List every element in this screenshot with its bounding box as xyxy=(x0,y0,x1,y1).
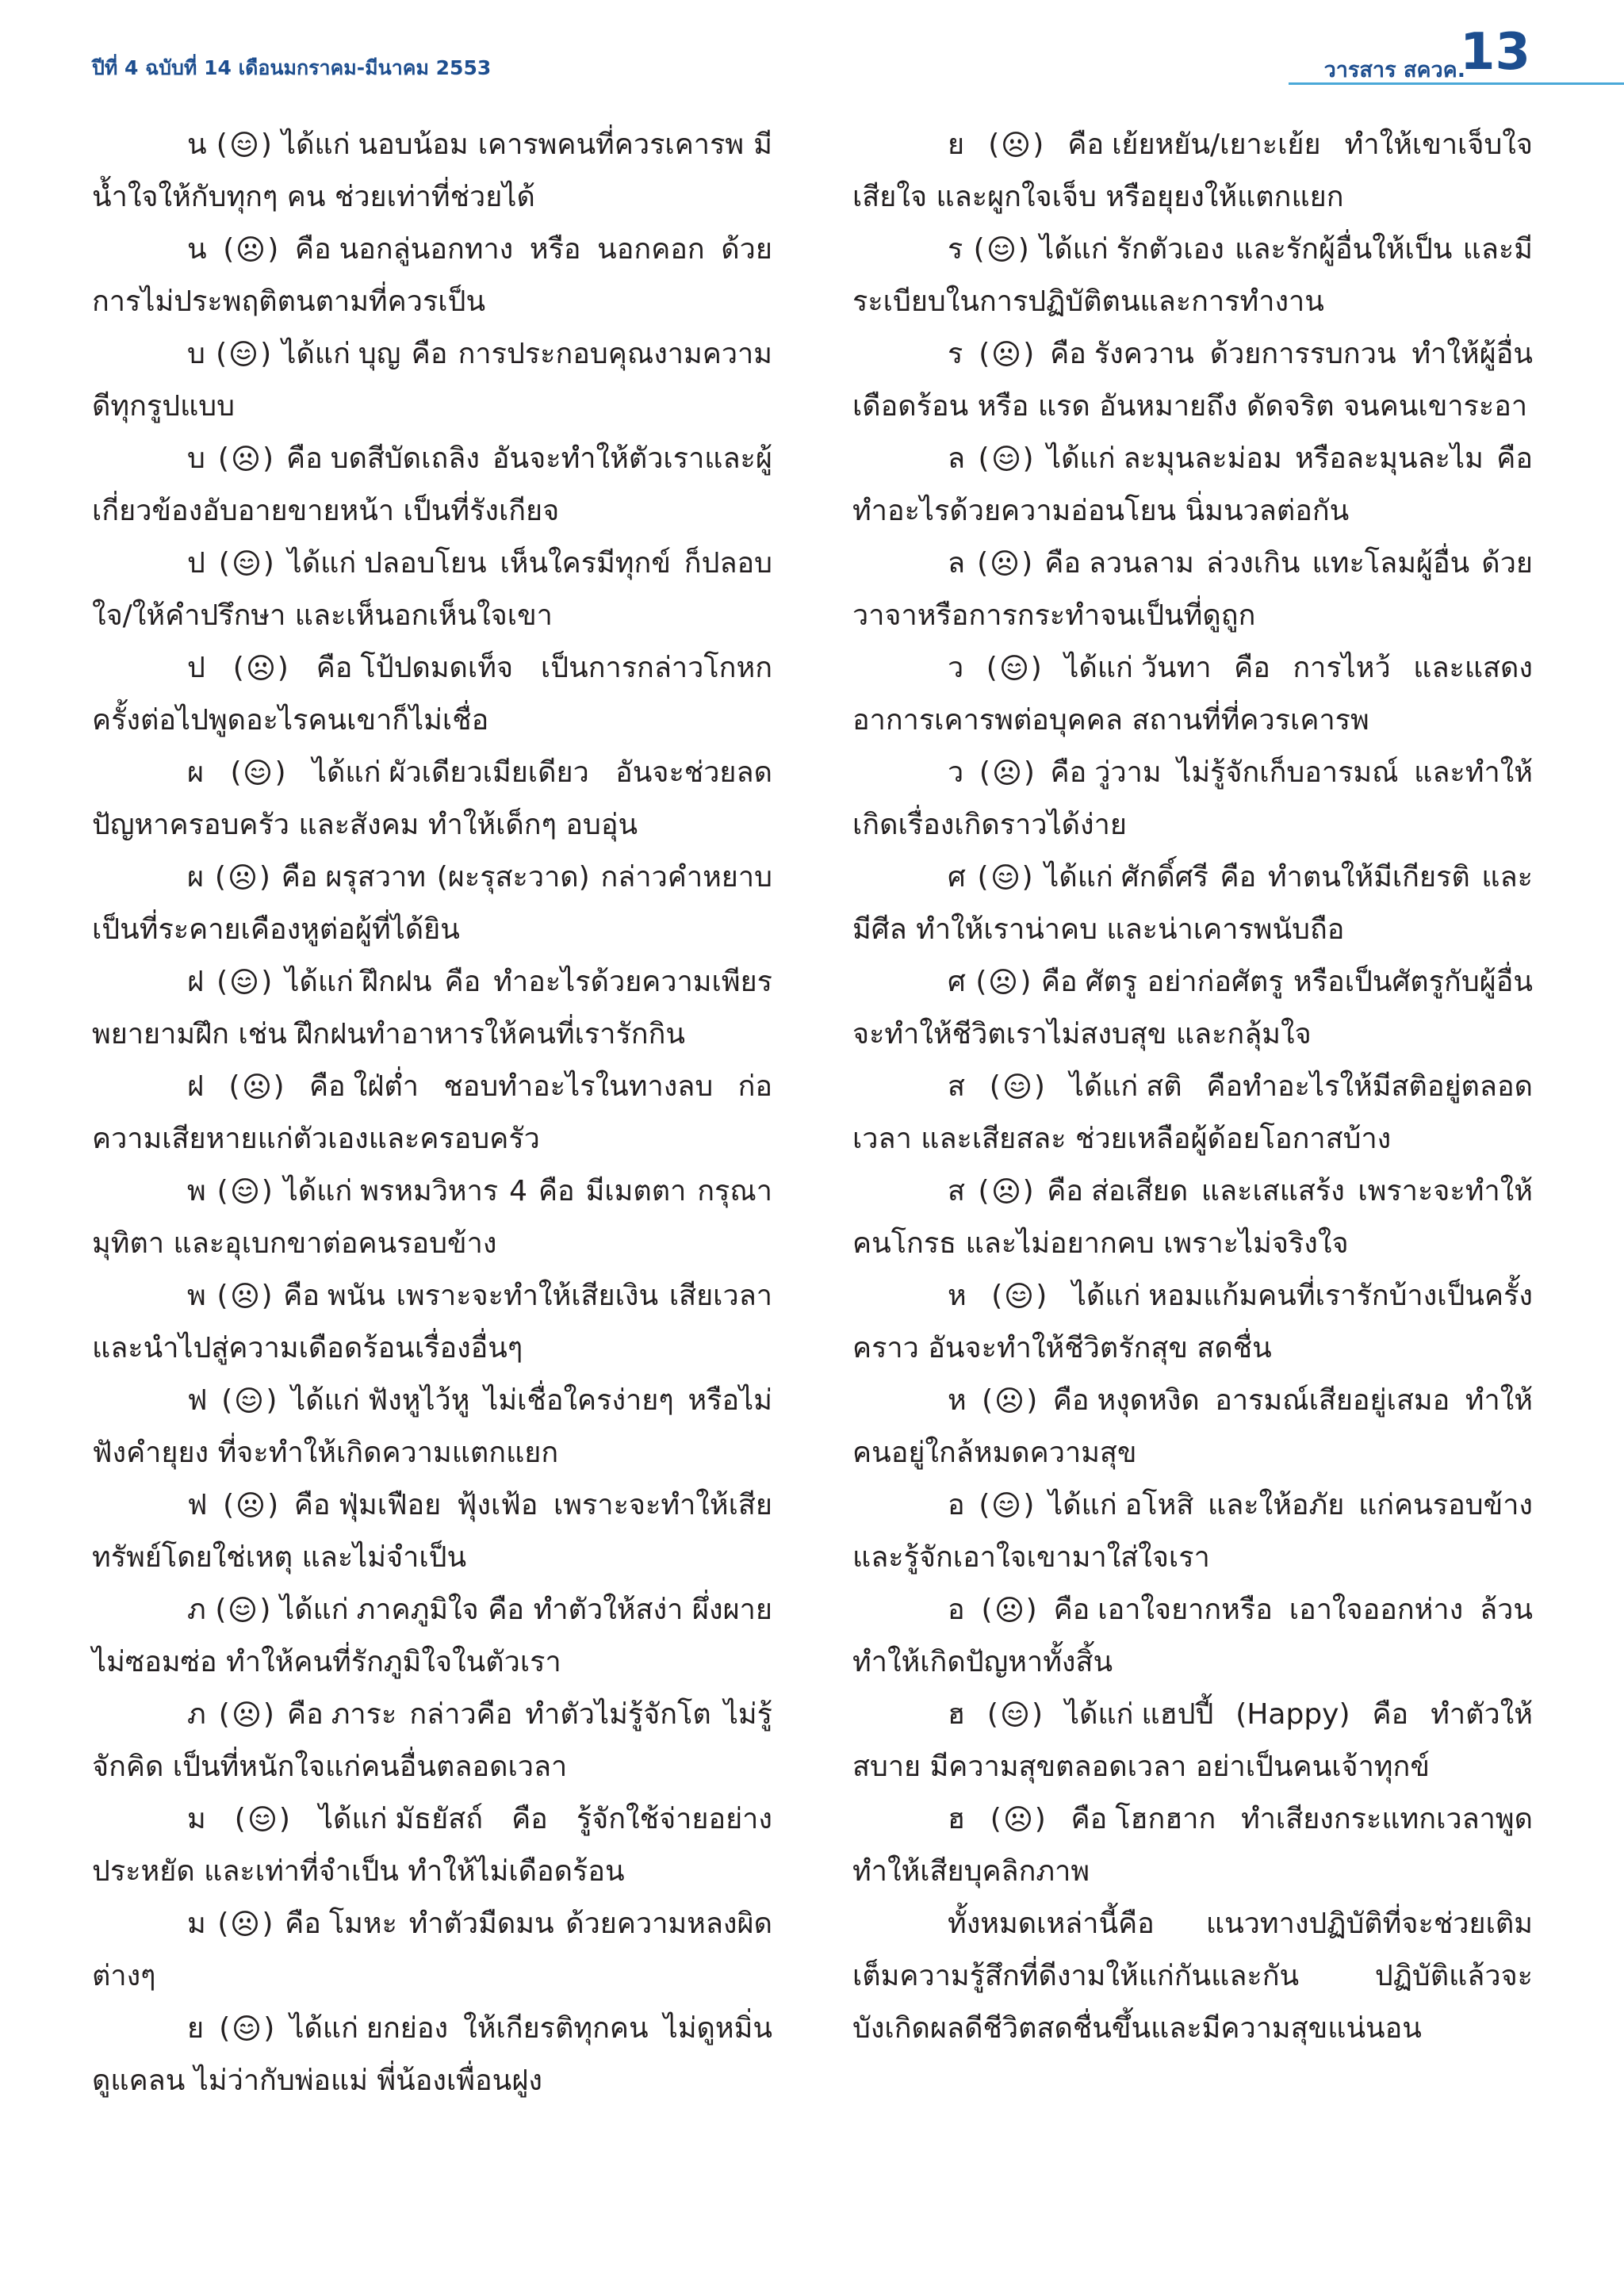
happy-face-icon xyxy=(1002,1701,1028,1728)
entry-letter: ป xyxy=(187,652,205,684)
entry-text: สติ คือทำอะไรให้มีสติอยู่ตลอดเวลา และเสียสละ ช่วยเหลือผู้ด้อยโอกาสบ้าง xyxy=(852,1070,1533,1155)
entry-paragraph: ผ ( ) คือ ผรุสวาท (ผะรุสะวาด) กล่าวคำหยาบเป็นที่ระคายเคืองหูต่อผู้ที่ได้ยิน xyxy=(92,861,772,946)
entry-keyword: คือ xyxy=(286,1698,324,1731)
entry-text: ภาระ กล่าวคือ ทำตัวไม่รู้จักโต ไม่รู้จักคิด เป็นที่หนักใจแก่คนอื่นตลอดเวลา xyxy=(92,1698,772,1783)
entry-letter: ห xyxy=(948,1384,967,1417)
issue-line: ปีที่ 4 ฉบับที่ 14 เดือนมกราคม-มีนาคม 2553 xyxy=(92,56,492,79)
entry-letter: ภ xyxy=(187,1594,206,1626)
entry-letter: อ xyxy=(948,1594,965,1626)
entry-letter: ล xyxy=(948,442,966,475)
entry-letter: ฟ xyxy=(187,1384,208,1417)
sad-face-icon xyxy=(229,863,256,890)
entry-keyword: คือ xyxy=(294,233,331,266)
entry-letter: บ xyxy=(187,442,205,475)
entry-paragraph: อ ( ) คือ เอาใจยากหรือ เอาใจออกห่าง ล้วนทำให้เกิดปัญหาทั้งสิ้น xyxy=(852,1594,1533,1678)
entry-keyword: ได้แก่ xyxy=(291,1384,360,1417)
entry-letter: ผ xyxy=(187,756,205,789)
entry-text: โมหะ ทำตัวมืดมน ด้วยความหลงผิดต่างๆ xyxy=(92,1908,772,1992)
entry-paragraph: บ ( ) ได้แก่ บุญ คือ การประกอบคุณงามความดีทุกรูปแบบ xyxy=(92,338,772,423)
entry-keyword: คือ xyxy=(1053,1594,1090,1626)
happy-face-icon xyxy=(993,1491,1020,1518)
entry-paragraph: ส ( ) ได้แก่ สติ คือทำอะไรให้มีสติอยู่ตลอดเวลา และเสียสละ ช่วยเหลือผู้ด้อยโอกาสบ้าง xyxy=(852,1070,1533,1155)
entry-keyword: คือ xyxy=(316,652,353,684)
right-column xyxy=(852,119,1533,2055)
entry-paragraph: ภ ( ) คือ ภาระ กล่าวคือ ทำตัวไม่รู้จักโต ไม่รู้จักคิด เป็นที่หนักใจแก่คนอื่นตลอดเวลา xyxy=(92,1698,772,1783)
entry-text: ยกย่อง ให้เกียรติทุกคน ไม่ดูหมิ่นดูแคลน ไม่ว่ากับพ่อแม่ พี่น้องเพื่อนฝูง xyxy=(92,2012,772,2097)
happy-face-icon xyxy=(233,549,260,576)
entry-text: หงุดหงิด อารมณ์เสียอยู่เสมอ ทำให้คนอยู่ใกล้หมดความสุข xyxy=(852,1384,1533,1469)
entry-text: ส่อเสียด และเสแสร้ง เพราะจะทำให้คนโกรธ และไม่อยากคบ เพราะไม่จริงใจ xyxy=(852,1175,1533,1260)
entry-letter: ห xyxy=(948,1280,967,1312)
entry-keyword: คือ xyxy=(283,1280,320,1312)
entry-paragraph: ล ( ) คือ ลวนลาม ล่วงเกิน แทะโลมผู้อื่น ด้วยวาจาหรือการกระทำจนเป็นที่ดูถูก xyxy=(852,547,1533,632)
entry-text: พนัน เพราะจะทำให้เสียเงิน เสียเวลา และนำไปสู่ความเดือดร้อนเรื่องอื่นๆ xyxy=(92,1280,772,1364)
entry-paragraph: น ( ) คือ นอกลู่นอกทาง หรือ นอกคอก ด้วยการไม่ประพฤติตนตามที่ควรเป็น xyxy=(92,233,772,318)
entry-keyword: ได้แก่ xyxy=(1064,652,1133,684)
entry-text: ผัวเดียวเมียเดียว อันจะช่วยลดปัญหาครอบครัว และสังคม ทำให้เด็กๆ อบอุ่น xyxy=(92,756,772,841)
entry-paragraph: ผ ( ) ได้แก่ ผัวเดียวเมียเดียว อันจะช่วยลดปัญหาครอบครัว และสังคม ทำให้เด็กๆ อบอุ่น xyxy=(92,756,772,841)
entry-keyword: ได้แก่ xyxy=(283,1175,353,1207)
sad-face-icon xyxy=(1002,131,1029,158)
entry-paragraph: ฟ ( ) ได้แก่ ฟังหูไว้หู ไม่เชื่อใครง่ายๆ หรือไม่ฟังคำยุยง ที่จะทำให้เกิดความแตกแยก xyxy=(92,1384,772,1469)
entry-paragraph: ฟ ( ) คือ ฟุ่มเฟือย ฟุ้งเฟ้อ เพราะจะทำให้เสียทรัพย์โดยใช่เหตุ และไม่จำเป็น xyxy=(92,1489,772,1574)
entry-paragraph: ส ( ) คือ ส่อเสียด และเสแสร้ง เพราะจะทำให้คนโกรธ และไม่อยากคบ เพราะไม่จริงใจ xyxy=(852,1175,1533,1260)
entry-keyword: คือ xyxy=(286,442,323,475)
happy-face-icon xyxy=(992,863,1019,890)
entry-text: ฟุ่มเฟือย ฟุ้งเฟ้อ เพราะจะทำให้เสียทรัพย์โดยใช่เหตุ และไม่จำเป็น xyxy=(92,1489,772,1574)
entry-letter: ฮ xyxy=(948,1698,965,1731)
entry-letter: ฮ xyxy=(948,1803,965,1835)
entry-keyword: ได้แก่ xyxy=(280,1594,349,1626)
entry-paragraph: ฝ ( ) ได้แก่ ฝึกฝน คือ ทำอะไรด้วยความเพียรพยายามฝึก เช่น ฝึกฝนทำอาหารให้คนที่เรารักกิน xyxy=(92,966,772,1050)
page-header xyxy=(0,0,1624,87)
happy-face-icon xyxy=(236,1387,262,1414)
entry-letter: ป xyxy=(187,547,205,580)
entry-paragraph: ม ( ) ได้แก่ มัธยัสถ์ คือ รู้จักใช้จ่ายอย่างประหยัด และเท่าที่จำเป็น ทำให้ไม่เดือดร้อน xyxy=(92,1803,772,1888)
entry-text: ฟังหูไว้หู ไม่เชื่อใครง่ายๆ หรือไม่ฟังคำยุยง ที่จะทำให้เกิดความแตกแยก xyxy=(92,1384,772,1469)
entry-letter: น xyxy=(187,128,207,161)
entry-text: เอาใจยากหรือ เอาใจออกห่าง ล้วนทำให้เกิดปัญหาทั้งสิ้น xyxy=(852,1594,1533,1678)
entry-keyword: คือ xyxy=(285,1908,321,1940)
entry-paragraph: ม ( ) คือ โมหะ ทำตัวมืดมน ด้วยความหลงผิดต่างๆ xyxy=(92,1908,772,1992)
happy-face-icon xyxy=(231,968,258,995)
entry-paragraph: ร ( ) คือ รังควาน ด้วยการรบกวน ทำให้ผู้อื่นเดือดร้อน หรือ แรด อันหมายถึง ดัดจริต จนคนเขาระอา xyxy=(852,338,1533,423)
entry-paragraph: ฮ ( ) ได้แก่ แฮปปี้ (Happy) คือ ทำตัวให้สบาย มีความสุขตลอดเวลา อย่าเป็นคนเจ้าทุกข์ xyxy=(852,1698,1533,1783)
sad-face-icon xyxy=(990,968,1017,995)
entry-text: พรหมวิหาร 4 คือ มีเมตตา กรุณา มุทิตา และอุเบกขาต่อคนรอบข้าง xyxy=(92,1175,773,1260)
entry-text: ภาคภูมิใจ คือ ทำตัวให้สง่า ผึ่งผาย ไม่ซอมซ่อ ทำให้คนที่รักภูมิใจในตัวเรา xyxy=(92,1594,772,1678)
entry-keyword: ได้แก่ xyxy=(282,128,350,161)
entry-paragraph: อ ( ) ได้แก่ อโหสิ และให้อภัย แก่คนรอบข้าง และรู้จักเอาใจเขามาใส่ใจเรา xyxy=(852,1489,1533,1574)
entry-letter: ภ xyxy=(187,1698,206,1731)
entry-paragraph: บ ( ) คือ บดสีบัดเถลิง อันจะทำให้ตัวเราและผู้เกี่ยวข้องอับอายขายหน้า เป็นที่รังเกียจ xyxy=(92,442,772,527)
entry-letter: ร xyxy=(948,233,963,266)
sad-face-icon xyxy=(232,445,259,472)
happy-face-icon xyxy=(231,131,258,158)
entry-text: โฮกฮาก ทำเสียงกระแทกเวลาพูด ทำให้เสียบุคลิกภาพ xyxy=(852,1803,1533,1888)
entry-keyword: ได้แก่ xyxy=(1047,442,1116,475)
entry-letter: พ xyxy=(187,1280,206,1312)
happy-face-icon xyxy=(1001,654,1028,681)
entry-letter: ม xyxy=(187,1803,206,1835)
entry-letter: บ xyxy=(187,338,205,370)
entry-paragraph: พ ( ) คือ พนัน เพราะจะทำให้เสียเงิน เสียเวลา และนำไปสู่ความเดือดร้อนเรื่องอื่นๆ xyxy=(92,1280,772,1364)
happy-face-icon xyxy=(244,759,271,786)
entry-keyword: คือ xyxy=(1071,1803,1108,1835)
entry-keyword: ได้แก่ xyxy=(1071,1280,1141,1312)
entry-text: ศักดิ์ศรี คือ ทำตนให้มีเกียรติ และมีศีล ทำให้เราน่าคบ และน่าเคารพนับถือ xyxy=(852,861,1534,946)
entry-text: ศัตรู อย่าก่อศัตรู หรือเป็นศัตรูกับผู้อื่นจะทำให้ชีวิตเราไม่สงบสุข และกลุ้มใจ xyxy=(852,966,1533,1050)
happy-face-icon xyxy=(1005,1282,1032,1309)
entry-letter: ม xyxy=(187,1908,206,1940)
entry-text: ผรุสวาท (ผะรุสะวาด) กล่าวคำหยาบเป็นที่ระคายเคืองหูต่อผู้ที่ได้ยิน xyxy=(92,861,772,946)
entry-letter: ฟ xyxy=(187,1489,208,1521)
entry-paragraph: ฝ ( ) คือ ใฝ่ต่ำ ชอบทำอะไรในทางลบ ก่อความเสียหายแก่ตัวเองและครอบครัว xyxy=(92,1070,772,1155)
entry-text: ละมุนละม่อม หรือละมุนละไม คือ ทำอะไรด้วยความอ่อนโยน นิ่มนวลต่อกัน xyxy=(852,442,1533,527)
entry-paragraph: ห ( ) คือ หงุดหงิด อารมณ์เสียอยู่เสมอ ทำให้คนอยู่ใกล้หมดความสุข xyxy=(852,1384,1533,1469)
sad-face-icon xyxy=(993,340,1020,367)
entry-text: นอบน้อม เคารพคนที่ควรเคารพ มีน้ำใจให้กับทุกๆ คน ช่วยเท่าที่ช่วยได้ xyxy=(92,128,772,213)
sad-face-icon xyxy=(237,235,264,262)
entry-text: แฮปปี้ (Happy) คือ ทำตัวให้สบาย มีความสุขตลอดเวลา อย่าเป็นคนเจ้าทุกข์ xyxy=(852,1698,1533,1783)
entry-keyword: ได้แก่ xyxy=(282,338,350,370)
happy-face-icon xyxy=(232,1177,259,1204)
entry-text: รังควาน ด้วยการรบกวน ทำให้ผู้อื่นเดือดร้อน หรือ แรด อันหมายถึง ดัดจริต จนคนเขาระอา xyxy=(852,338,1533,423)
entry-letter: ว xyxy=(948,756,964,789)
entry-paragraph: ป ( ) คือ โป้ปดมดเท็จ เป็นการกล่าวโกหก ครั้งต่อไปพูดอะไรคนเขาก็ไม่เชื่อ xyxy=(92,652,772,737)
entry-keyword: คือ xyxy=(281,861,318,894)
entry-text: ฝึกฝน คือ ทำอะไรด้วยความเพียรพยายามฝึก เช่น ฝึกฝนทำอาหารให้คนที่เรารักกิน xyxy=(92,966,772,1050)
sad-face-icon xyxy=(996,1387,1023,1414)
entry-paragraph: ล ( ) ได้แก่ ละมุนละม่อม หรือละมุนละไม คือ ทำอะไรด้วยความอ่อนโยน นิ่มนวลต่อกัน xyxy=(852,442,1533,527)
entry-keyword: คือ xyxy=(1044,547,1081,580)
entry-keyword: คือ xyxy=(1050,338,1086,370)
happy-face-icon xyxy=(993,445,1020,472)
entry-keyword: คือ xyxy=(308,1070,346,1103)
sad-face-icon xyxy=(233,1701,260,1728)
entry-keyword: ได้แก่ xyxy=(1044,861,1113,894)
entry-paragraph: ห ( ) ได้แก่ หอมแก้มคนที่เรารักบ้างเป็นครั้งคราว อันจะทำให้ชีวิตรักสุข สดชื่น xyxy=(852,1280,1533,1364)
left-column xyxy=(92,119,772,2107)
sad-face-icon xyxy=(237,1491,264,1518)
sad-face-icon xyxy=(232,1910,259,1937)
entry-keyword: ได้แก่ xyxy=(289,2012,358,2045)
entry-keyword: คือ xyxy=(293,1489,331,1521)
entry-letter: ล xyxy=(948,547,966,580)
entry-keyword: คือ xyxy=(1052,1384,1090,1417)
sad-face-icon xyxy=(232,1282,259,1309)
entry-text: ใฝ่ต่ำ ชอบทำอะไรในทางลบ ก่อความเสียหายแก่ตัวเองและครอบครัว xyxy=(92,1070,772,1155)
entry-letter: ฝ xyxy=(187,966,205,998)
entry-text: โป้ปดมดเท็จ เป็นการกล่าวโกหก ครั้งต่อไปพูดอะไรคนเขาก็ไม่เชื่อ xyxy=(92,652,772,737)
entry-letter: ส xyxy=(948,1175,965,1207)
entry-paragraph: น ( ) ได้แก่ นอบน้อม เคารพคนที่ควรเคารพ มีน้ำใจให้กับทุกๆ คน ช่วยเท่าที่ช่วยได้ xyxy=(92,128,772,213)
entry-letter: ส xyxy=(948,1070,965,1103)
entry-paragraph: ศ ( ) ได้แก่ ศักดิ์ศรี คือ ทำตนให้มีเกียรติ และมีศีล ทำให้เราน่าคบ และน่าเคารพนับถือ xyxy=(852,861,1534,946)
closing-paragraph: ทั้งหมดเหล่านี้คือ แนวทางปฏิบัติที่จะช่วยเติมเต็มความรู้สึกที่ดีงามให้แก่กันและกัน ปฏิบัติแล้วจะบังเกิดผลดีชีวิตสดชื่นขึ้นและมีความสุขแน่นอน xyxy=(852,1908,1533,2045)
entry-keyword: ได้แก่ xyxy=(1048,1489,1117,1521)
entry-text: มัธยัสถ์ คือ รู้จักใช้จ่ายอย่างประหยัด และเท่าที่จำเป็น ทำให้ไม่เดือดร้อน xyxy=(92,1803,772,1888)
entry-paragraph: ย ( ) ได้แก่ ยกย่อง ให้เกียรติทุกคน ไม่ดูหมิ่นดูแคลน ไม่ว่ากับพ่อแม่ พี่น้องเพื่อนฝูง xyxy=(92,2012,772,2097)
entry-keyword: ได้แก่ xyxy=(1040,233,1109,266)
entry-paragraph: ร ( ) ได้แก่ รักตัวเอง และรักผู้อื่นให้เป็น และมีระเบียบในการปฏิบัติตนและการทำงาน xyxy=(852,233,1533,318)
entry-text: นอกลู่นอกทาง หรือ นอกคอก ด้วยการไม่ประพฤติตนตามที่ควรเป็น xyxy=(92,233,772,318)
entry-paragraph: ศ ( ) คือ ศัตรู อย่าก่อศัตรู หรือเป็นศัตรูกับผู้อื่นจะทำให้ชีวิตเราไม่สงบสุข และกลุ้มใจ xyxy=(852,966,1533,1050)
happy-face-icon xyxy=(1004,1073,1031,1100)
sad-face-icon xyxy=(243,1073,270,1100)
entry-paragraph: พ ( ) ได้แก่ พรหมวิหาร 4 คือ มีเมตตา กรุณา มุทิตา และอุเบกขาต่อคนรอบข้าง xyxy=(92,1175,773,1260)
entry-keyword: คือ xyxy=(1040,966,1078,998)
entry-letter: ศ xyxy=(948,861,966,894)
sad-face-icon xyxy=(1005,1805,1032,1832)
entry-letter: ย xyxy=(948,128,965,161)
entry-keyword: คือ xyxy=(1050,756,1087,789)
entry-text: เย้ยหยัน/เยาะเย้ย ทำให้เขาเจ็บใจ เสียใจ และผูกใจเจ็บ หรือยุยงให้แตกแยก xyxy=(852,128,1533,213)
happy-face-icon xyxy=(988,235,1015,262)
entry-letter: ว xyxy=(948,652,964,684)
entry-letter: ฝ xyxy=(187,1070,205,1103)
happy-face-icon xyxy=(229,1596,256,1623)
entry-paragraph: ภ ( ) ได้แก่ ภาคภูมิใจ คือ ทำตัวให้สง่า ผึ่งผาย ไม่ซอมซ่อ ทำให้คนที่รักภูมิใจในตัวเรา xyxy=(92,1594,772,1678)
entry-keyword: ได้แก่ xyxy=(1064,1698,1134,1731)
sad-face-icon xyxy=(247,654,274,681)
entry-text: ปลอบโยน เห็นใครมีทุกข์ ก็ปลอบใจ/ให้คำปรึกษา และเห็นอกเห็นใจเขา xyxy=(92,547,772,632)
sad-face-icon xyxy=(994,759,1021,786)
entry-keyword: ได้แก่ xyxy=(287,547,357,580)
entry-letter: ผ xyxy=(187,861,205,894)
journal-name: วารสาร สควค. xyxy=(1323,58,1465,82)
page-number: 13 xyxy=(1459,23,1530,82)
entry-keyword: ได้แก่ xyxy=(318,1803,388,1835)
entry-letter: ย xyxy=(187,2012,205,2045)
entry-text: บุญ คือ การประกอบคุณงามความดีทุกรูปแบบ xyxy=(92,338,772,423)
right-entries xyxy=(852,119,1533,1898)
happy-face-icon xyxy=(230,340,257,367)
entry-text: รักตัวเอง และรักผู้อื่นให้เป็น และมีระเบียบในการปฏิบัติตนและการทำงาน xyxy=(852,233,1533,318)
header-rule xyxy=(1289,82,1624,85)
entry-paragraph: ป ( ) ได้แก่ ปลอบโยน เห็นใครมีทุกข์ ก็ปลอบใจ/ให้คำปรึกษา และเห็นอกเห็นใจเขา xyxy=(92,547,772,632)
entry-letter: ร xyxy=(948,338,963,370)
entry-paragraph: ว ( ) ได้แก่ วันทา คือ การไหว้ และแสดงอาการเคารพต่อบุคคล สถานที่ที่ควรเคารพ xyxy=(852,652,1533,737)
entry-text: วู่วาม ไม่รู้จักเก็บอารมณ์ และทำให้เกิดเรื่องเกิดราวได้ง่าย xyxy=(852,756,1533,841)
entry-keyword: ได้แก่ xyxy=(312,756,381,789)
entry-text: ลวนลาม ล่วงเกิน แทะโลมผู้อื่น ด้วยวาจาหรือการกระทำจนเป็นที่ดูถูก xyxy=(852,547,1533,632)
entry-paragraph: ฮ ( ) คือ โฮกฮาก ทำเสียงกระแทกเวลาพูด ทำให้เสียบุคลิกภาพ xyxy=(852,1803,1533,1888)
sad-face-icon xyxy=(993,1177,1020,1204)
entry-keyword: ได้แก่ xyxy=(285,966,354,998)
happy-face-icon xyxy=(233,2015,260,2042)
sad-face-icon xyxy=(991,549,1018,576)
entry-keyword: ได้แก่ xyxy=(1069,1070,1139,1103)
entry-text: อโหสิ และให้อภัย แก่คนรอบข้าง และรู้จักเอาใจเขามาใส่ใจเรา xyxy=(852,1489,1533,1574)
entry-keyword: คือ xyxy=(1067,128,1105,161)
entry-paragraph: ว ( ) คือ วู่วาม ไม่รู้จักเก็บอารมณ์ และทำให้เกิดเรื่องเกิดราวได้ง่าย xyxy=(852,756,1533,841)
entry-text: วันทา คือ การไหว้ และแสดงอาการเคารพต่อบุคคล สถานที่ที่ควรเคารพ xyxy=(852,652,1533,737)
sad-face-icon xyxy=(996,1596,1023,1623)
entry-letter: ศ xyxy=(948,966,966,998)
happy-face-icon xyxy=(249,1805,276,1832)
entry-paragraph: ย ( ) คือ เย้ยหยัน/เยาะเย้ย ทำให้เขาเจ็บใจ เสียใจ และผูกใจเจ็บ หรือยุยงให้แตกแยก xyxy=(852,128,1533,213)
entry-letter: พ xyxy=(187,1175,206,1207)
entry-keyword: คือ xyxy=(1047,1175,1083,1207)
entry-letter: น xyxy=(187,233,207,266)
entry-text: บดสีบัดเถลิง อันจะทำให้ตัวเราและผู้เกี่ยวข้องอับอายขายหน้า เป็นที่รังเกียจ xyxy=(92,442,772,527)
entry-text: หอมแก้มคนที่เรารักบ้างเป็นครั้งคราว อันจะทำให้ชีวิตรักสุข สดชื่น xyxy=(852,1280,1533,1364)
entry-letter: อ xyxy=(948,1489,965,1521)
